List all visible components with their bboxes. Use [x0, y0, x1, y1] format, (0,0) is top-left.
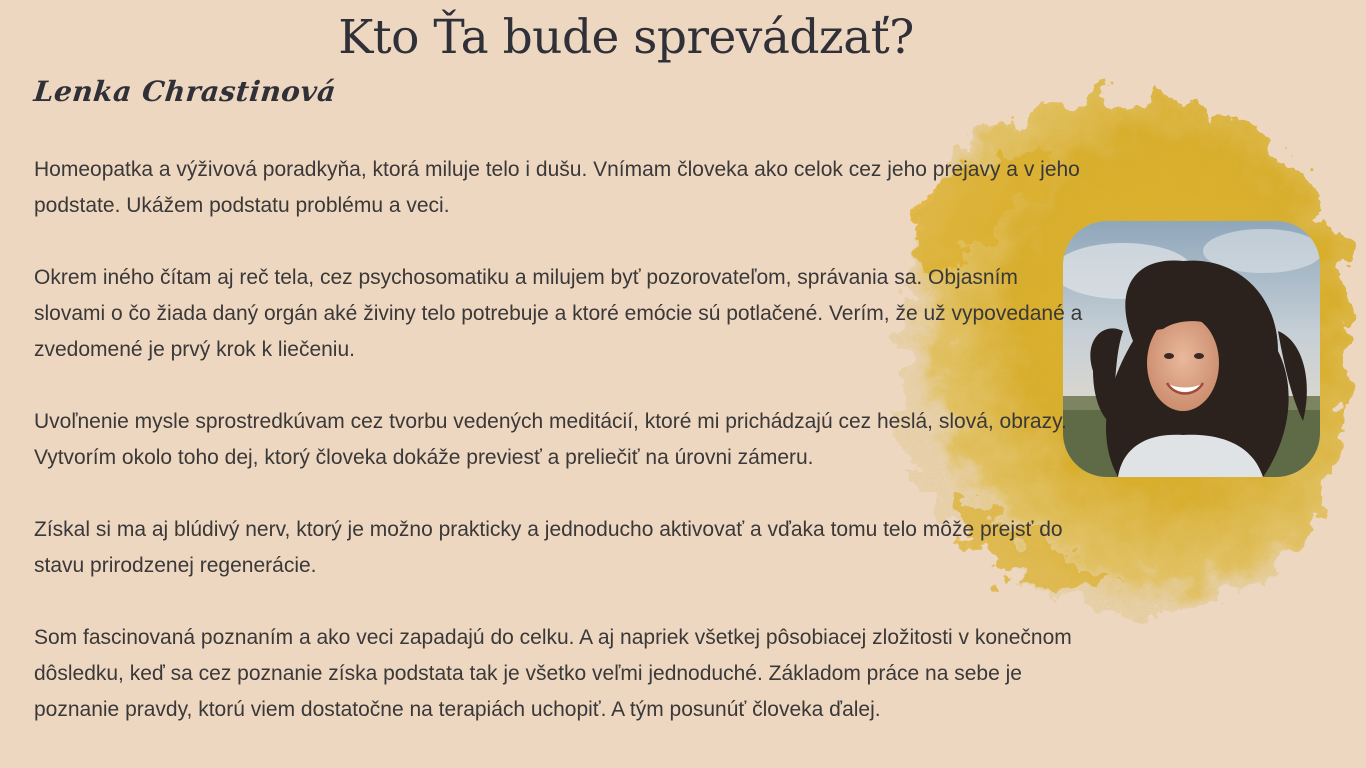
bio-paragraph: Homeopatka a výživová poradkyňa, ktorá miluje telo i dušu. Vnímam človeka ako celok cez jeho prejavy a v jeho podstate. Ukážem podstatu problému a veci. [34, 158, 1080, 217]
bio-paragraph: Uvoľnenie mysle sprostredkúvam cez tvorbu vedených meditácií, ktoré mi prichádzajú cez heslá, slová, obrazy. Vytvorím okolo toho dej, ktorý človeka dokáže previesť a preliečiť na úrovni zámeru. [34, 410, 1067, 469]
page-title: Kto Ťa bude sprevádzať? [338, 10, 914, 65]
bio-paragraph: Okrem iného čítam aj reč tela, cez psychosomatiku a milujem byť pozorovateľom, správania sa. Objasním slovami o čo žiada daný orgán aké živiny telo potrebuje a ktoré emócie sú potlačené. Verím, že už vypovedané a zvedomené je prvý krok k liečeniu. [34, 266, 1083, 361]
bio-text [34, 152, 1094, 728]
profile-photo [1063, 221, 1320, 477]
bio-paragraph: Získal si ma aj blúdivý nerv, ktorý je možno prakticky a jednoducho aktivovať a vďaka tomu telo môže prejsť do stavu prirodzenej regenerácie. [34, 518, 1063, 577]
author-name: Lenka Chrastinová [32, 75, 338, 108]
bio-paragraph: Som fascinovaná poznaním a ako veci zapadajú do celku. A aj napriek všetkej pôsobiacej zložitosti v konečnom dôsledku, keď sa cez poznanie získa podstata tak je všetko veľmi jednoduché. Základom práce na sebe je poznanie pravdy, ktorú viem dostatočne na terapiách uchopiť. A tým posunúť človeka ďalej. [34, 626, 1072, 721]
